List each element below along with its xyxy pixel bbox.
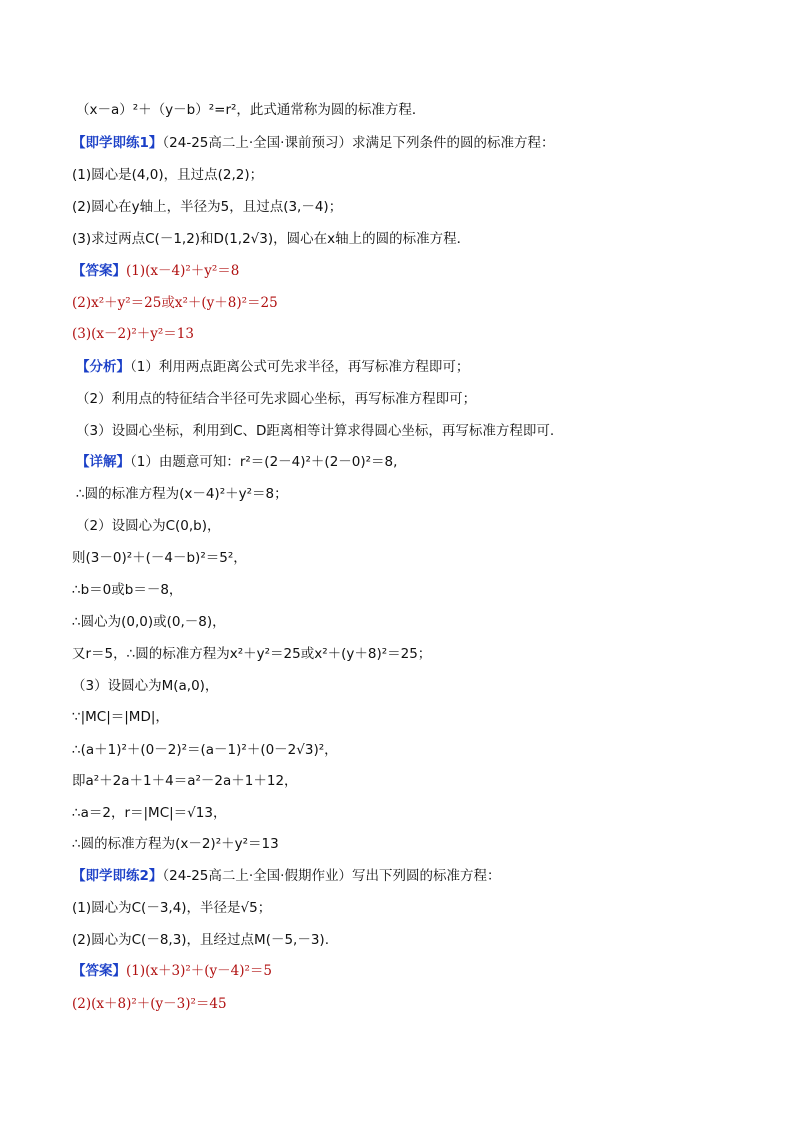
text-line: [72, 580, 182, 600]
line-text: （2）设圆心为C(0,b)，: [76, 518, 221, 534]
text-line: [72, 293, 278, 313]
answer-text: (1)(x－4)²＋y²＝8: [126, 263, 240, 279]
text-line: [72, 197, 342, 217]
text-line: [72, 834, 279, 854]
line-text: ∴圆的标准方程为(x－4)²＋y²＝8；: [76, 486, 288, 502]
text-line: [76, 389, 476, 409]
line-text: (1)圆心是(4,0)，且过点(2,2)；: [72, 167, 264, 183]
section-tag: 【答案】: [72, 963, 126, 979]
line-text: （24-25高二上·全国·假期作业）写出下列圆的标准方程：: [162, 868, 501, 884]
line-text: ∵|MC|＝|MD|，: [72, 709, 169, 725]
text-line: [72, 866, 500, 886]
text-line: [72, 771, 298, 791]
section-tag: 【分析】: [76, 359, 130, 375]
text-line: [72, 803, 226, 823]
section-tag: 【详解】: [76, 454, 130, 470]
text-line: [72, 133, 554, 153]
section-tag: 【答案】: [72, 263, 126, 279]
text-line: [72, 961, 272, 981]
text-line: [72, 930, 329, 950]
line-text: 即a²＋2a＋1＋4＝a²－2a＋1＋12，: [72, 773, 298, 789]
line-text: ∴b＝0或b＝－8，: [72, 582, 183, 598]
text-line: [76, 484, 288, 504]
text-line: [72, 898, 271, 918]
line-text: (3)求过两点C(－1,2)和D(1,2√3)，圆心在x轴上的圆的标准方程．: [72, 231, 471, 247]
text-line: [76, 516, 221, 536]
line-text: （x－a）²＋（y－b）²=r²，此式通常称为圆的标准方程．: [76, 102, 426, 118]
section-tag: 【即学即练1】: [72, 135, 163, 151]
line-text: （1）利用两点距离公式可先求半径，再写标准方程即可；: [130, 359, 470, 375]
text-line: [72, 165, 263, 185]
line-text: (2)圆心在y轴上，半径为5，且过点(3,－4)；: [72, 199, 343, 215]
text-line: [72, 740, 338, 760]
text-line: [76, 421, 554, 441]
text-line: [72, 229, 470, 249]
text-line: [72, 707, 169, 727]
line-text: ∴(a＋1)²＋(0－2)²＝(a－1)²＋(0－2√3)²，: [72, 742, 338, 758]
line-text: 又r＝5，∴圆的标准方程为x²＋y²＝25或x²＋(y＋8)²＝25；: [72, 646, 432, 662]
answer-text: (1)(x＋3)²＋(y－4)²＝5: [126, 963, 273, 979]
line-text: ∴圆心为(0,0)或(0,－8)，: [72, 614, 226, 630]
text-line: [72, 324, 194, 344]
answer-text: (2)(x＋8)²＋(y－3)²＝45: [72, 996, 227, 1012]
line-text: 则(3－0)²＋(－4－b)²＝5²，: [72, 550, 247, 566]
answer-text: (3)(x－2)²＋y²＝13: [72, 326, 194, 342]
text-line: [72, 548, 247, 568]
line-text: ∴圆的标准方程为(x－2)²＋y²＝13: [72, 836, 279, 852]
line-text: ∴a＝2，r＝|MC|＝√13，: [72, 805, 227, 821]
line-text: （2）利用点的特征结合半径可先求圆心坐标，再写标准方程即可；: [76, 391, 477, 407]
line-text: (1)圆心为C(－3,4)，半径是√5；: [72, 900, 272, 916]
line-text: （1）由题意可知：r²＝(2－4)²＋(2－0)²＝8,: [130, 454, 398, 470]
text-line: [72, 612, 226, 632]
text-line: [76, 100, 425, 120]
text-line: [72, 676, 218, 696]
text-line: [72, 261, 239, 281]
text-line: [72, 644, 431, 664]
text-line: [76, 452, 397, 472]
line-text: (2)圆心为C(－8,3)，且经过点M(－5,－3).: [72, 932, 329, 948]
text-line: [72, 994, 227, 1014]
answer-text: (2)x²＋y²＝25或x²＋(y＋8)²＝25: [72, 295, 278, 311]
line-text: （3）设圆心为M(a,0)，: [72, 678, 219, 694]
line-text: （3）设圆心坐标，利用到C、D距离相等计算求得圆心坐标，再写标准方程即可.: [76, 423, 555, 439]
text-line: [76, 357, 469, 377]
section-tag: 【即学即练2】: [72, 868, 163, 884]
line-text: （24-25高二上·全国·课前预习）求满足下列条件的圆的标准方程：: [162, 135, 555, 151]
